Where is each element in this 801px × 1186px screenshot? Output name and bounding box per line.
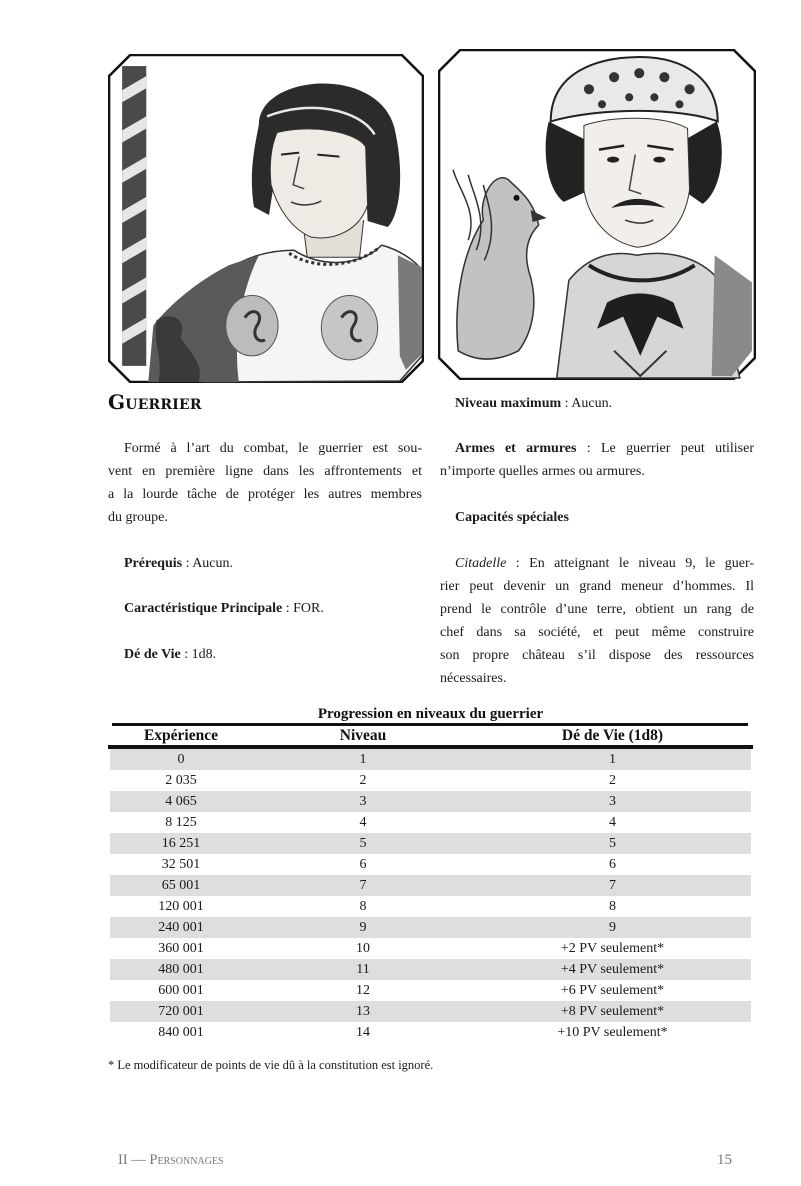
cell-hit-die: 4 — [609, 815, 616, 830]
portrait-illustration-left — [108, 54, 424, 383]
prerequisites-label: Prérequis — [124, 556, 183, 571]
main-attribute-field — [124, 597, 422, 620]
intro-line: du groupe. — [108, 510, 168, 525]
table-top-rule — [112, 723, 748, 726]
progression-table — [110, 749, 751, 1043]
cell-level: 12 — [356, 983, 370, 998]
table-row — [110, 917, 751, 938]
weapons-armor-line — [455, 437, 754, 460]
class-title: Guerrier — [108, 390, 202, 414]
cell-hit-die: 2 — [609, 773, 616, 788]
citadel-line: prend le contrôle d’une terre, obtient un rang de — [440, 602, 754, 617]
table-row — [110, 875, 751, 896]
cell-experience: 840 001 — [158, 1025, 204, 1040]
cell-experience: 32 501 — [161, 857, 201, 872]
citadel-line: son propre château s’il dispose des ressources — [440, 648, 754, 663]
table-row — [110, 896, 751, 917]
table-row — [110, 833, 751, 854]
cell-experience: 2 035 — [165, 773, 197, 788]
cell-experience: 65 001 — [161, 878, 201, 893]
cell-hit-die: 9 — [609, 920, 616, 935]
citadel-text: : En atteignant le niveau 9, le guer- — [506, 556, 754, 571]
weapons-armor-text: : Le guerrier peut utiliser — [576, 441, 754, 456]
table-row — [110, 980, 751, 1001]
portrait-illustration-right — [438, 49, 756, 380]
prerequisites-field — [124, 552, 422, 575]
cell-hit-die: 6 — [609, 857, 616, 872]
cell-level: 9 — [359, 920, 367, 935]
header-level: Niveau — [339, 727, 387, 744]
table-row — [110, 770, 751, 791]
max-level-label: Niveau maximum — [455, 396, 562, 411]
table-row — [110, 1022, 751, 1043]
citadel-line: chef dans sa société, et peut même construire — [440, 625, 754, 640]
cell-experience: 600 001 — [158, 983, 204, 998]
cell-level: 8 — [359, 899, 367, 914]
cell-level: 6 — [359, 857, 367, 872]
cell-experience: 360 001 — [158, 941, 204, 956]
cell-experience: 480 001 — [158, 962, 204, 977]
cell-experience: 8 125 — [165, 815, 197, 830]
cell-level: 1 — [359, 752, 367, 767]
cell-hit-die: 7 — [609, 878, 616, 893]
table-row — [110, 1001, 751, 1022]
cell-hit-die: 8 — [609, 899, 616, 914]
weapons-armor-label: Armes et armures — [455, 441, 577, 456]
header-experience: Expérience — [143, 727, 219, 744]
table-header-row — [110, 727, 751, 745]
citadel-line: rier peut devenir un grand meneur d’hommes. Il — [440, 579, 754, 594]
main-attribute-label: Caractéristique Principale — [124, 601, 283, 616]
weapons-armor-line: n’importe quelles armes ou armures. — [440, 464, 645, 479]
cell-experience: 4 065 — [165, 794, 197, 809]
cell-hit-die: 1 — [609, 752, 616, 767]
table-row — [110, 854, 751, 875]
warrior-portrait-mustached-knight — [438, 49, 756, 380]
max-level-value: : Aucun. — [561, 396, 613, 411]
footer-chapter-title: II — Personnages — [118, 1152, 224, 1168]
cell-level: 14 — [356, 1025, 370, 1040]
cell-experience: 720 001 — [158, 1004, 204, 1019]
cell-level: 13 — [356, 1004, 370, 1019]
citadel-label: Citadelle — [455, 556, 507, 571]
prerequisites-value: : Aucun. — [182, 556, 234, 571]
cell-hit-die: +8 PV seulement* — [560, 1004, 665, 1019]
cell-hit-die: +2 PV seulement* — [560, 941, 665, 956]
warrior-portrait-young-knight — [108, 54, 424, 383]
table-row — [110, 938, 751, 959]
intro-line: Formé à l’art du combat, le guerrier est sou- — [124, 441, 422, 456]
citadel-line: nécessaires. — [440, 671, 507, 686]
cell-experience: 120 001 — [158, 899, 204, 914]
table-row — [110, 749, 751, 770]
hit-die-field — [124, 643, 422, 666]
intro-line: vent en première ligne dans les affrontements et — [108, 464, 422, 479]
table-row — [110, 959, 751, 980]
table-title: Progression en niveaux du guerrier — [317, 706, 544, 722]
cell-level: 5 — [359, 836, 367, 851]
cell-level: 2 — [359, 773, 367, 788]
cell-level: 3 — [359, 794, 367, 809]
max-level-field — [455, 392, 754, 415]
table-row — [110, 791, 751, 812]
cell-experience: 240 001 — [158, 920, 204, 935]
cell-hit-die: +4 PV seulement* — [560, 962, 665, 977]
cell-level: 4 — [359, 815, 367, 830]
cell-hit-die: 3 — [609, 794, 616, 809]
table-row — [110, 812, 751, 833]
cell-level: 11 — [356, 962, 370, 977]
special-abilities-heading: Capacités spéciales — [455, 510, 569, 525]
cell-hit-die: 5 — [609, 836, 616, 851]
cell-hit-die: +6 PV seulement* — [560, 983, 665, 998]
cell-level: 10 — [356, 941, 370, 956]
hit-die-value: : 1d8. — [180, 647, 217, 662]
cell-experience: 0 — [177, 752, 185, 767]
cell-hit-die: +10 PV seulement* — [557, 1025, 668, 1040]
intro-line: a la lourde tâche de protéger les autres membres — [108, 487, 422, 502]
page-number: 15 — [717, 1152, 732, 1168]
table-footnote: * Le modificateur de points de vie dû à la constitution est ignoré. — [108, 1058, 434, 1072]
cell-level: 7 — [359, 878, 367, 893]
header-hit-die: Dé de Vie (1d8) — [561, 727, 664, 744]
citadel-line — [455, 552, 754, 575]
cell-experience: 16 251 — [161, 836, 201, 851]
hit-die-label: Dé de Vie — [124, 647, 181, 662]
main-attribute-value: : FOR. — [282, 601, 324, 616]
